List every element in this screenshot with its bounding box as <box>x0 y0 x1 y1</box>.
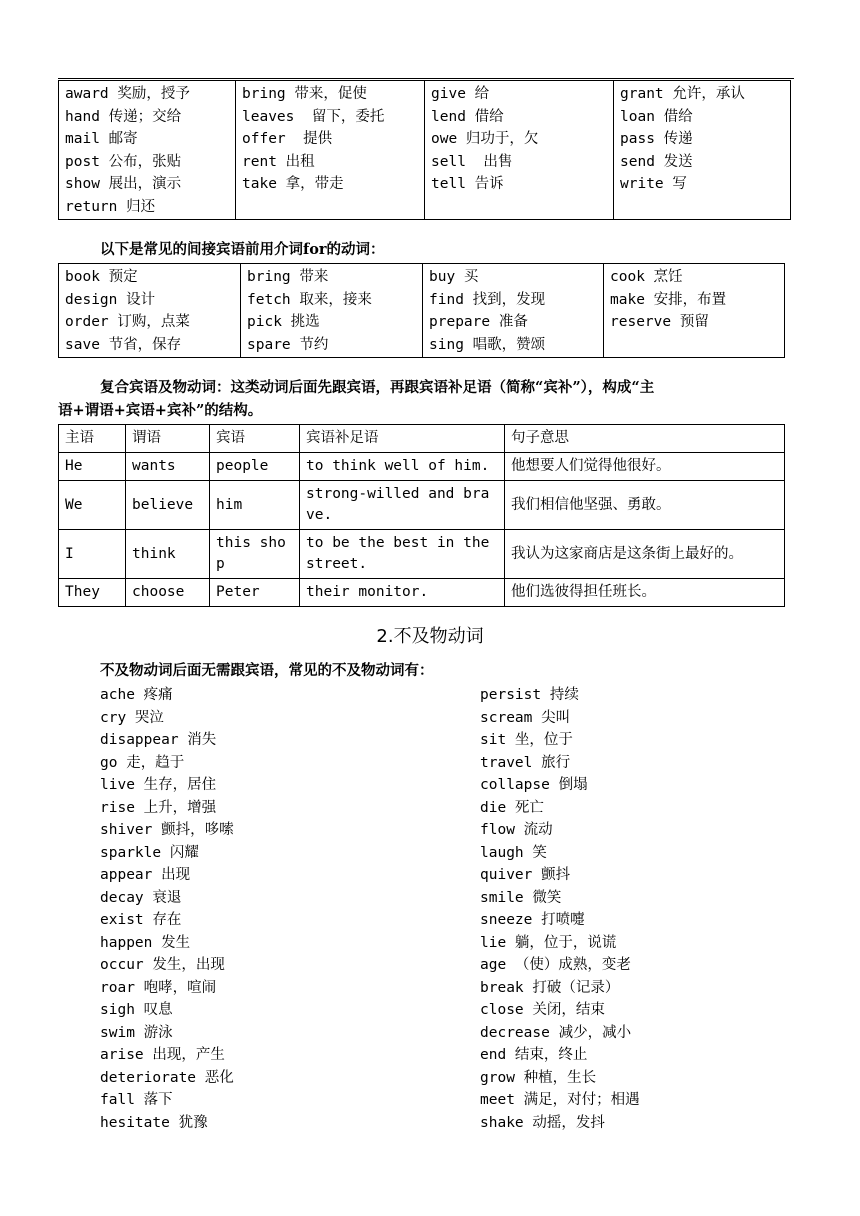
table-cell <box>614 81 791 220</box>
list-item: find 找到，发现 <box>429 291 546 308</box>
list-item: grow 种植，生长 <box>480 1069 597 1086</box>
table-cell <box>59 264 241 358</box>
list-item: roar 咆哮，喧闹 <box>100 979 217 996</box>
list-item: rent 出租 <box>242 153 315 170</box>
list-item: fall 落下 <box>100 1092 173 1108</box>
list-item: travel 旅行 <box>480 754 571 771</box>
list-item: sneeze 打喷嚏 <box>480 912 585 928</box>
list-item: end 结束，终止 <box>480 1047 588 1063</box>
list-item: bring 带来，促使 <box>242 86 367 102</box>
list-item: meet 满足，对付；相遇 <box>480 1092 640 1108</box>
column-header: 宾语 <box>210 425 300 453</box>
table-cell: 我认为这家商店是这条街上最好的。 <box>505 530 785 579</box>
column-header: 句子意思 <box>505 425 785 453</box>
table-cell <box>241 264 423 358</box>
list-item: decrease 减少，减小 <box>480 1024 632 1041</box>
table-cell: this shop <box>210 530 300 579</box>
intransitive-list-right <box>480 684 640 1134</box>
list-item: lend 借给 <box>431 108 504 125</box>
section-title: 2.不及物动词 <box>376 626 484 647</box>
table-row <box>59 530 785 579</box>
list-item: owe 归功于，欠 <box>431 131 539 147</box>
table-cell: him <box>210 481 300 530</box>
table-cell: Peter <box>210 579 300 607</box>
table-row <box>59 453 785 481</box>
column-header: 主语 <box>59 425 126 453</box>
for-verbs-table <box>58 263 785 358</box>
list-item: cook 烹饪 <box>610 269 683 285</box>
list-item: laugh 笑 <box>480 844 547 861</box>
list-item: happen 发生 <box>100 934 191 951</box>
table-cell: They <box>59 579 126 607</box>
table-cell <box>423 264 604 358</box>
list-item: tell 告诉 <box>431 176 504 192</box>
list-item: sigh 叹息 <box>100 1002 173 1018</box>
list-item: close 关闭，结束 <box>480 1002 605 1018</box>
list-item: shake 动摇，发抖 <box>480 1114 605 1131</box>
list-item: ache 疼痛 <box>100 687 173 703</box>
table-cell: choose <box>126 579 210 607</box>
list-item: sparkle 闪耀 <box>100 844 199 861</box>
table-cell <box>604 264 785 358</box>
table-cell: We <box>59 481 126 530</box>
table-cell: 他们选彼得担任班长。 <box>505 579 785 607</box>
list-item: reserve 预留 <box>610 314 709 330</box>
table-cell: think <box>126 530 210 579</box>
list-item: sing 唱歌，赞颂 <box>429 336 546 353</box>
list-item: swim 游泳 <box>100 1024 173 1041</box>
list-item: give 给 <box>431 86 490 102</box>
list-item: book 预定 <box>65 269 138 285</box>
list-item: make 安排，布置 <box>610 291 727 308</box>
complex-object-intro-line-1: 复合宾语及物动词：这类动词后面先跟宾语，再跟宾语补足语（简称“宾补”），构成“主 <box>100 379 655 396</box>
list-item: sit 坐，位于 <box>480 732 573 748</box>
list-item: send 发送 <box>620 153 693 170</box>
list-item: arise 出现，产生 <box>100 1047 225 1063</box>
list-item: mail 邮寄 <box>65 131 138 147</box>
list-item: lie 躺，位于，说谎 <box>480 934 617 951</box>
list-item: decay 衰退 <box>100 889 182 906</box>
top-rule <box>58 78 794 79</box>
list-item: cry 哭泣 <box>100 709 164 726</box>
list-item: prepare 准备 <box>429 314 528 330</box>
list-item: loan 借给 <box>620 108 693 125</box>
table-cell <box>425 81 614 220</box>
list-item: bring 带来 <box>247 269 329 285</box>
table-cell: their monitor. <box>300 579 505 607</box>
list-item: live 生存，居住 <box>100 777 217 793</box>
list-item: order 订购，点菜 <box>65 314 190 330</box>
list-item: fetch 取来，接来 <box>247 291 372 308</box>
for-verbs-intro: 以下是常见的间接宾语前用介词for的动词： <box>100 241 385 258</box>
table-cell <box>59 81 236 220</box>
list-item: scream 尖叫 <box>480 709 571 726</box>
list-item: sell 出售 <box>431 153 513 170</box>
list-item: offer 提供 <box>242 131 333 147</box>
table-cell: people <box>210 453 300 481</box>
column-header: 谓语 <box>126 425 210 453</box>
list-item: break 打破（记录） <box>480 979 620 996</box>
table-header-row <box>59 425 785 453</box>
list-item: pick 挑选 <box>247 314 320 330</box>
list-item: deteriorate 恶化 <box>100 1069 234 1086</box>
list-item: go 走，趋于 <box>100 754 185 771</box>
table-cell: to think well of him. <box>300 453 505 481</box>
complex-object-table <box>58 424 785 607</box>
list-item: quiver 颤抖 <box>480 867 571 883</box>
list-item: age （使）成熟，变老 <box>480 957 631 973</box>
list-item: smile 微笑 <box>480 889 562 906</box>
list-item: die 死亡 <box>480 799 544 816</box>
list-item: leaves 留下，委托 <box>242 108 385 125</box>
list-item: disappear 消失 <box>100 732 217 748</box>
list-item: buy 买 <box>429 269 479 285</box>
column-header: 宾语补足语 <box>300 425 505 453</box>
complex-object-intro-line-2: 语+谓语+宾语+宾补”的结构。 <box>58 402 263 419</box>
list-item: appear 出现 <box>100 867 191 883</box>
list-item: flow 流动 <box>480 822 553 838</box>
table-cell: believe <box>126 481 210 530</box>
list-item: show 展出，演示 <box>65 176 182 192</box>
table-cell: I <box>59 530 126 579</box>
table-row <box>59 579 785 607</box>
list-item: collapse 倒塌 <box>480 777 588 793</box>
list-item: hand 传递；交给 <box>65 108 182 125</box>
list-item: design 设计 <box>65 291 156 308</box>
list-item: return 归还 <box>65 198 156 215</box>
list-item: pass 传递 <box>620 131 693 147</box>
list-item: exist 存在 <box>100 912 182 928</box>
table-cell: 我们相信他坚强、勇敢。 <box>505 481 785 530</box>
list-item: save 节省，保存 <box>65 336 182 353</box>
list-item: write 写 <box>620 176 687 192</box>
table-row <box>59 481 785 530</box>
list-item: hesitate 犹豫 <box>100 1114 208 1131</box>
intransitive-list-left <box>100 684 234 1134</box>
table-cell <box>236 81 425 220</box>
list-item: shiver 颤抖，哆嗦 <box>100 822 234 838</box>
list-item: occur 发生，出现 <box>100 957 225 973</box>
list-item: spare 节约 <box>247 336 329 353</box>
list-item: post 公布，张贴 <box>65 153 182 170</box>
list-item: take 拿，带走 <box>242 176 344 192</box>
table-cell: strong-willed and brave. <box>300 481 505 530</box>
list-item: rise 上升，增强 <box>100 799 217 816</box>
intransitive-intro: 不及物动词后面无需跟宾语，常见的不及物动词有： <box>100 662 434 679</box>
list-item: grant 允许，承认 <box>620 86 745 102</box>
list-item: persist 持续 <box>480 687 579 703</box>
table-cell: to be the best in the street. <box>300 530 505 579</box>
table-cell: He <box>59 453 126 481</box>
table-cell: 他想要人们觉得他很好。 <box>505 453 785 481</box>
list-item: award 奖励，授予 <box>65 86 190 102</box>
give-verbs-table <box>58 80 791 220</box>
table-cell: wants <box>126 453 210 481</box>
